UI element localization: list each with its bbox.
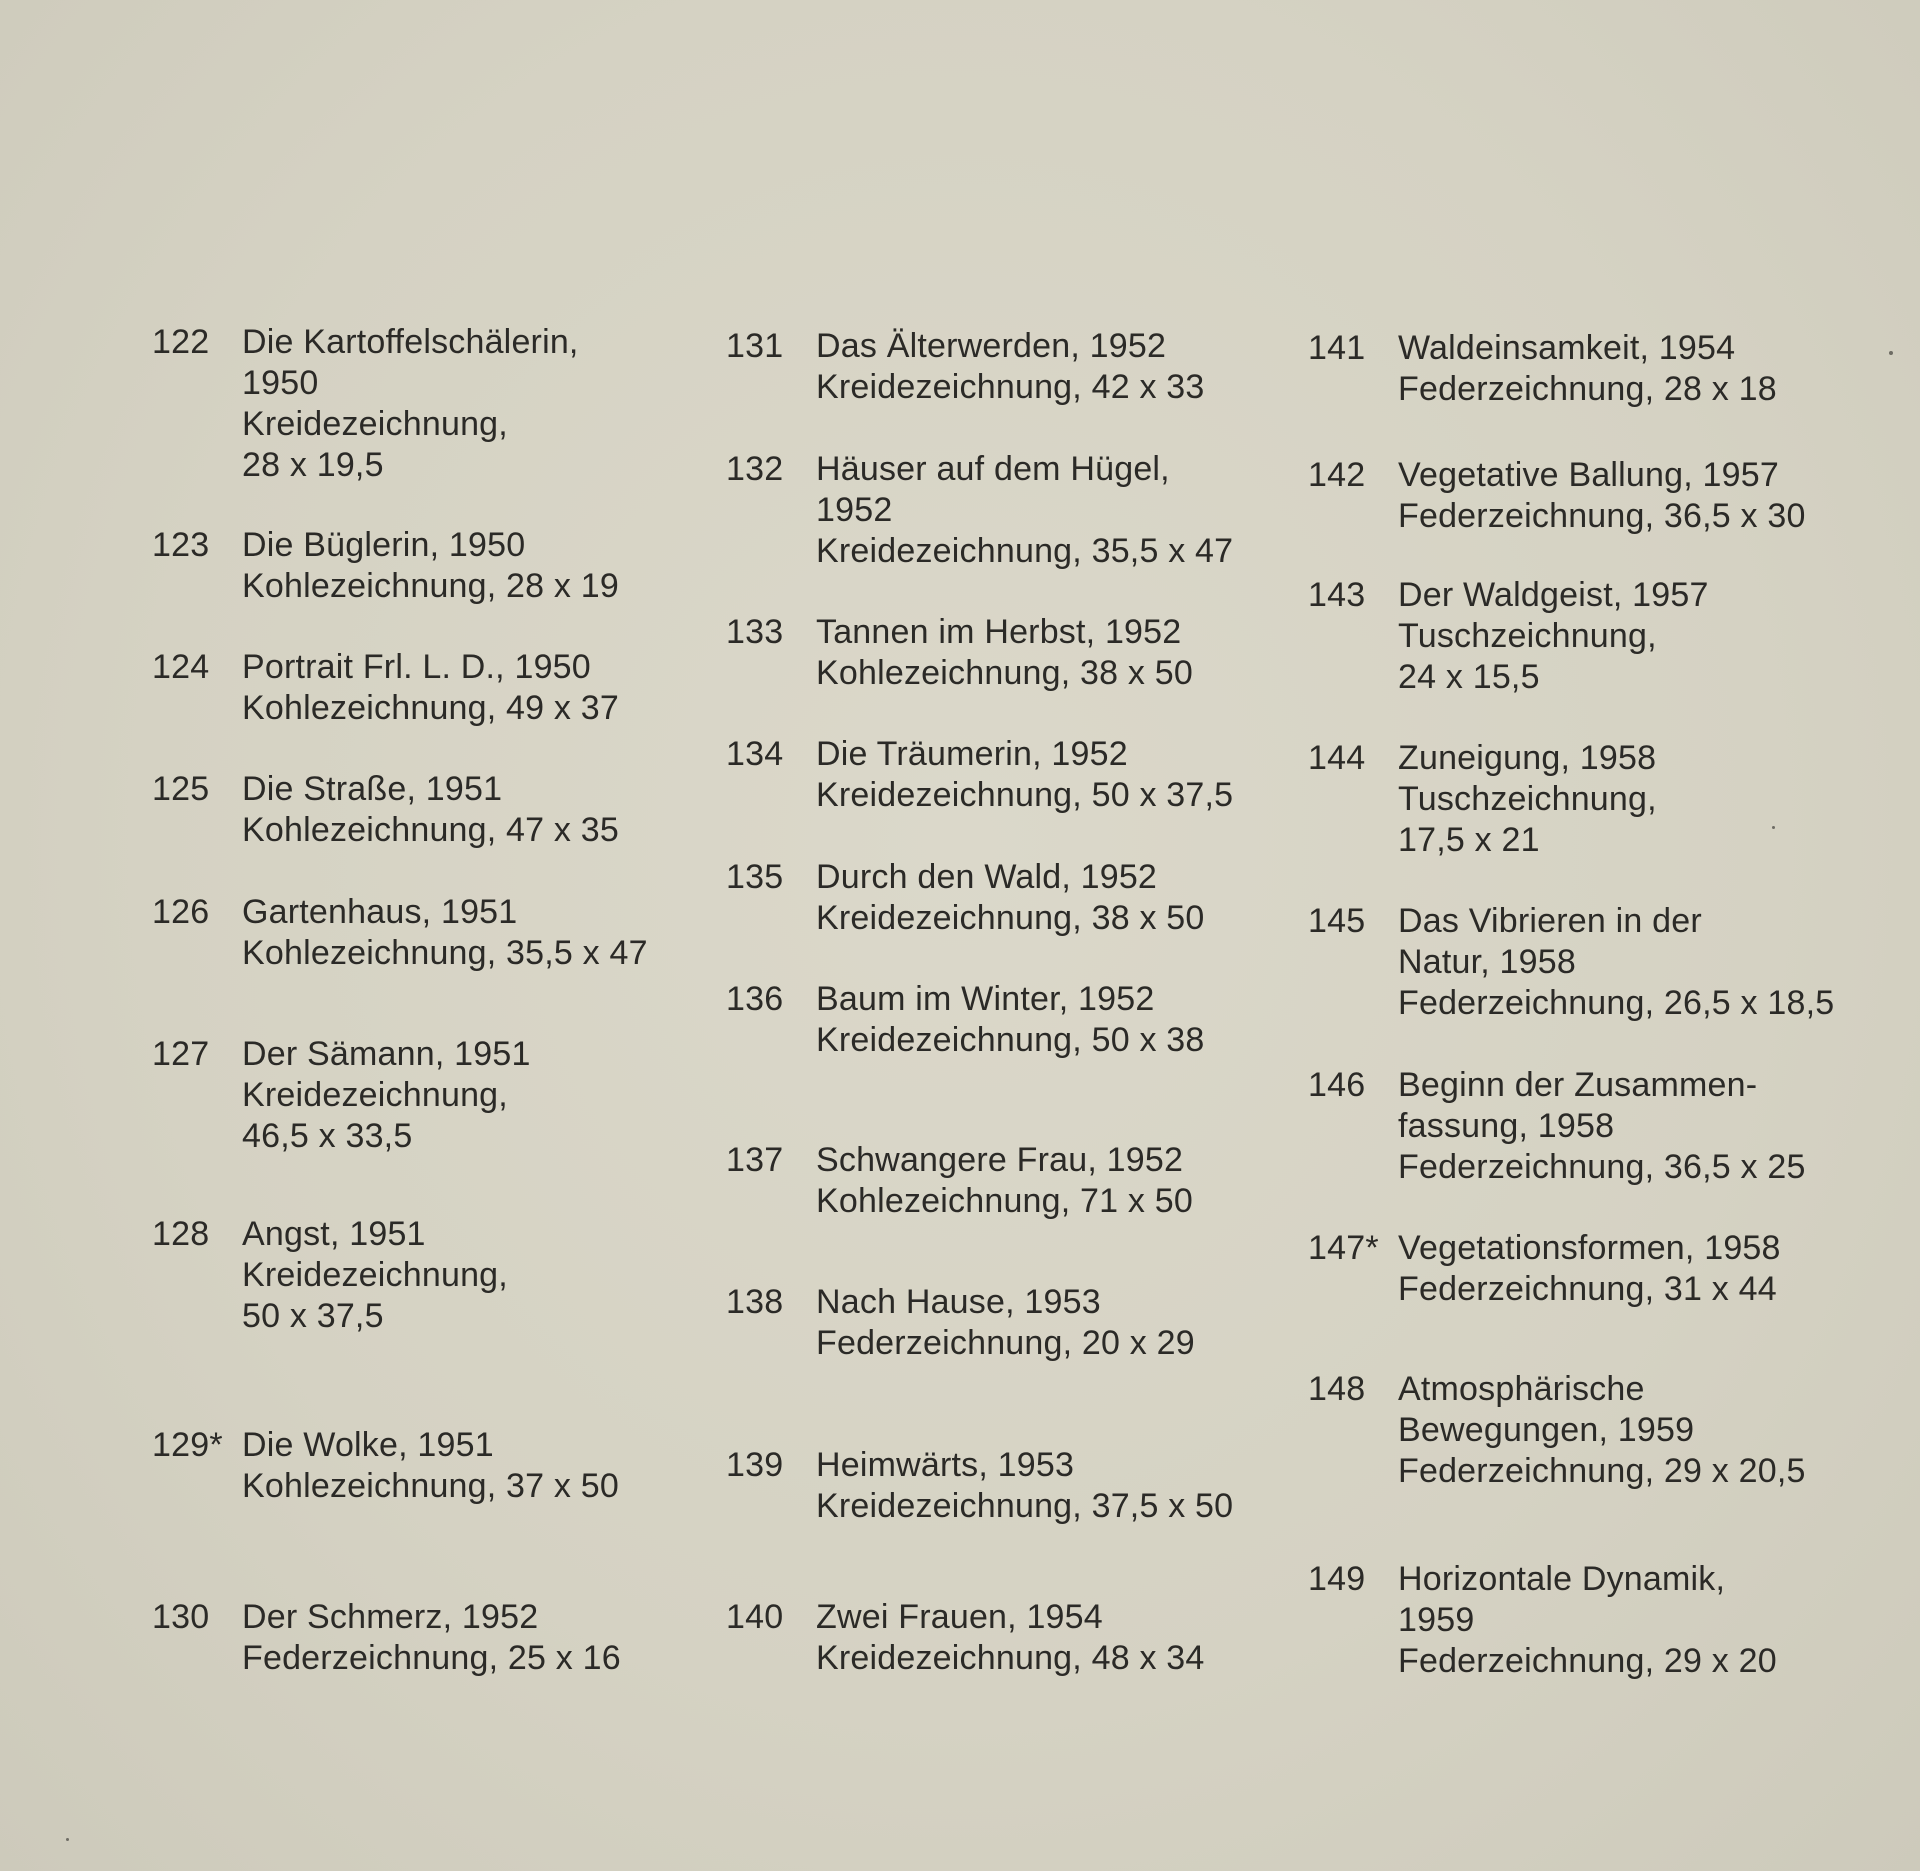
entry-text	[242, 1034, 712, 1157]
entry-technique-line: Federzeichnung, 29 x 20,5	[1398, 1452, 1806, 1490]
entry-text	[242, 1597, 712, 1679]
entry-number: 136	[726, 980, 784, 1018]
entry-number: 138	[726, 1283, 784, 1321]
entry-title-line: Die Träumerin, 1952	[816, 735, 1128, 773]
entry-number: 139	[726, 1446, 784, 1484]
entry-number: 141	[1308, 329, 1366, 367]
entry-technique-line: Kreidezeichnung, 37,5 x 50	[816, 1487, 1234, 1525]
entry-technique-line: Federzeichnung, 29 x 20	[1398, 1642, 1777, 1680]
entry-number: 133	[726, 613, 784, 651]
entry-technique-line: Kohlezeichnung, 47 x 35	[242, 811, 619, 849]
entry-title-line: Vegetationsformen, 1958	[1398, 1229, 1781, 1267]
entry-technique-line: Kreidezeichnung, 42 x 33	[816, 368, 1205, 406]
entry-title-line: Durch den Wald, 1952	[816, 858, 1158, 896]
entry-number: 122	[152, 323, 210, 361]
entry-technique-line: Kreidezeichnung,	[242, 1256, 508, 1294]
entry-technique-line: Federzeichnung, 20 x 29	[816, 1324, 1195, 1362]
entry-title-line: Der Sämann, 1951	[242, 1035, 531, 1073]
entry-technique-line: Kreidezeichnung, 35,5 x 47	[816, 532, 1234, 570]
entry-technique-line: Kreidezeichnung, 48 x 34	[816, 1639, 1205, 1677]
entry-text	[816, 326, 1286, 408]
entry-technique-line: Kohlezeichnung, 71 x 50	[816, 1182, 1193, 1220]
entry-technique-line: Kreidezeichnung,	[242, 405, 508, 443]
entry-number: 148	[1308, 1370, 1366, 1408]
entry-dimensions-line: 28 x 19,5	[242, 446, 384, 484]
entry-text	[1398, 738, 1868, 861]
entry-technique-line: Federzeichnung, 36,5 x 25	[1398, 1148, 1806, 1186]
entry-number: 130	[152, 1598, 210, 1636]
entry-technique-line: Kreidezeichnung, 50 x 38	[816, 1021, 1205, 1059]
entry-technique-line: Federzeichnung, 36,5 x 30	[1398, 497, 1806, 535]
entry-text	[816, 857, 1286, 939]
entry-text	[816, 1140, 1286, 1222]
entry-number: 149	[1308, 1560, 1366, 1598]
paper-speck	[1772, 826, 1775, 829]
entry-number: 128	[152, 1215, 210, 1253]
entry-title-line: Heimwärts, 1953	[816, 1446, 1075, 1484]
entry-title-line: 1950	[242, 364, 319, 402]
entry-title-line: Das Vibrieren in der	[1398, 902, 1702, 940]
entry-title-line: Die Straße, 1951	[242, 770, 503, 808]
entry-number: 144	[1308, 739, 1366, 777]
entry-title-line: Horizontale Dynamik,	[1398, 1560, 1726, 1598]
entry-text	[242, 647, 712, 729]
entry-text	[242, 525, 712, 607]
entry-title-line: Bewegungen, 1959	[1398, 1411, 1695, 1449]
entry-title-line: fassung, 1958	[1398, 1107, 1615, 1145]
entry-text	[816, 612, 1286, 694]
entry-title-line: Die Kartoffelschälerin,	[242, 323, 579, 361]
entry-text	[1398, 1065, 1868, 1188]
entry-technique-line: Kreidezeichnung,	[242, 1076, 508, 1114]
entry-number: 135	[726, 858, 784, 896]
entry-technique-line: Federzeichnung, 26,5 x 18,5	[1398, 984, 1835, 1022]
entry-number: 132	[726, 450, 784, 488]
entry-title-line: Zuneigung, 1958	[1398, 739, 1657, 777]
entry-title-line: Gartenhaus, 1951	[242, 893, 518, 931]
entry-technique-line: Federzeichnung, 31 x 44	[1398, 1270, 1777, 1308]
entry-text	[242, 322, 712, 486]
catalog-column-3	[1308, 0, 1868, 1871]
entry-technique-line: Tuschzeichnung,	[1398, 780, 1657, 818]
entry-number: 126	[152, 893, 210, 931]
entry-number: 124	[152, 648, 210, 686]
entry-technique-line: Kohlezeichnung, 35,5 x 47	[242, 934, 648, 972]
entry-text	[242, 1214, 712, 1337]
entry-technique-line: Kohlezeichnung, 38 x 50	[816, 654, 1193, 692]
entry-text	[816, 734, 1286, 816]
entry-title-line: 1952	[816, 491, 893, 529]
entry-number: 123	[152, 526, 210, 564]
entry-text	[1398, 901, 1868, 1024]
entry-number: 140	[726, 1598, 784, 1636]
entry-title-line: 1959	[1398, 1601, 1475, 1639]
entry-title-line: Baum im Winter, 1952	[816, 980, 1155, 1018]
entry-technique-line: Tuschzeichnung,	[1398, 617, 1657, 655]
entry-title-line: Zwei Frauen, 1954	[816, 1598, 1103, 1636]
entry-title-line: Schwangere Frau, 1952	[816, 1141, 1184, 1179]
entry-technique-line: Federzeichnung, 28 x 18	[1398, 370, 1777, 408]
entry-number: 125	[152, 770, 210, 808]
entry-text	[1398, 1228, 1868, 1310]
entry-number: 131	[726, 327, 784, 365]
catalog-column-2	[726, 0, 1286, 1871]
entry-number: 137	[726, 1141, 784, 1179]
entry-number: 129*	[152, 1426, 223, 1464]
entry-text	[1398, 328, 1868, 410]
entry-title-line: Das Älterwerden, 1952	[816, 327, 1167, 365]
entry-technique-line: Kreidezeichnung, 38 x 50	[816, 899, 1205, 937]
entry-text	[242, 1425, 712, 1507]
entry-title-line: Vegetative Ballung, 1957	[1398, 456, 1779, 494]
entry-title-line: Der Waldgeist, 1957	[1398, 576, 1709, 614]
entry-title-line: Die Büglerin, 1950	[242, 526, 526, 564]
entry-text	[242, 892, 712, 974]
catalog-column-1	[152, 0, 712, 1871]
entry-number: 134	[726, 735, 784, 773]
entry-title-line: Häuser auf dem Hügel,	[816, 450, 1170, 488]
entry-title-line: Beginn der Zusammen-	[1398, 1066, 1758, 1104]
entry-title-line: Natur, 1958	[1398, 943, 1576, 981]
entry-number: 145	[1308, 902, 1366, 940]
entry-title-line: Nach Hause, 1953	[816, 1283, 1101, 1321]
entry-number: 127	[152, 1035, 210, 1073]
entry-text	[1398, 1559, 1868, 1682]
entry-text	[816, 1597, 1286, 1679]
entry-number: 146	[1308, 1066, 1366, 1104]
entry-text	[816, 979, 1286, 1061]
entry-technique-line: Kreidezeichnung, 50 x 37,5	[816, 776, 1234, 814]
entry-text	[1398, 1369, 1868, 1492]
entry-number: 147*	[1308, 1229, 1379, 1267]
entry-title-line: Der Schmerz, 1952	[242, 1598, 539, 1636]
entry-title-line: Atmosphärische	[1398, 1370, 1645, 1408]
entry-number: 142	[1308, 456, 1366, 494]
entry-dimensions-line: 24 x 15,5	[1398, 658, 1540, 696]
entry-title-line: Die Wolke, 1951	[242, 1426, 494, 1464]
entry-title-line: Tannen im Herbst, 1952	[816, 613, 1182, 651]
entry-title-line: Angst, 1951	[242, 1215, 426, 1253]
entry-technique-line: Kohlezeichnung, 28 x 19	[242, 567, 619, 605]
entry-dimensions-line: 50 x 37,5	[242, 1297, 384, 1335]
entry-title-line: Portrait Frl. L. D., 1950	[242, 648, 591, 686]
entry-text	[1398, 455, 1868, 537]
entry-text	[816, 1282, 1286, 1364]
entry-dimensions-line: 17,5 x 21	[1398, 821, 1540, 859]
paper-speck	[1889, 351, 1893, 355]
entry-dimensions-line: 46,5 x 33,5	[242, 1117, 413, 1155]
entry-technique-line: Kohlezeichnung, 49 x 37	[242, 689, 619, 727]
paper-speck	[66, 1838, 69, 1841]
entry-title-line: Waldeinsamkeit, 1954	[1398, 329, 1736, 367]
entry-number: 143	[1308, 576, 1366, 614]
entry-text	[242, 769, 712, 851]
entry-technique-line: Federzeichnung, 25 x 16	[242, 1639, 621, 1677]
entry-technique-line: Kohlezeichnung, 37 x 50	[242, 1467, 619, 1505]
entry-text	[1398, 575, 1868, 698]
entry-text	[816, 1445, 1286, 1527]
entry-text	[816, 449, 1286, 572]
